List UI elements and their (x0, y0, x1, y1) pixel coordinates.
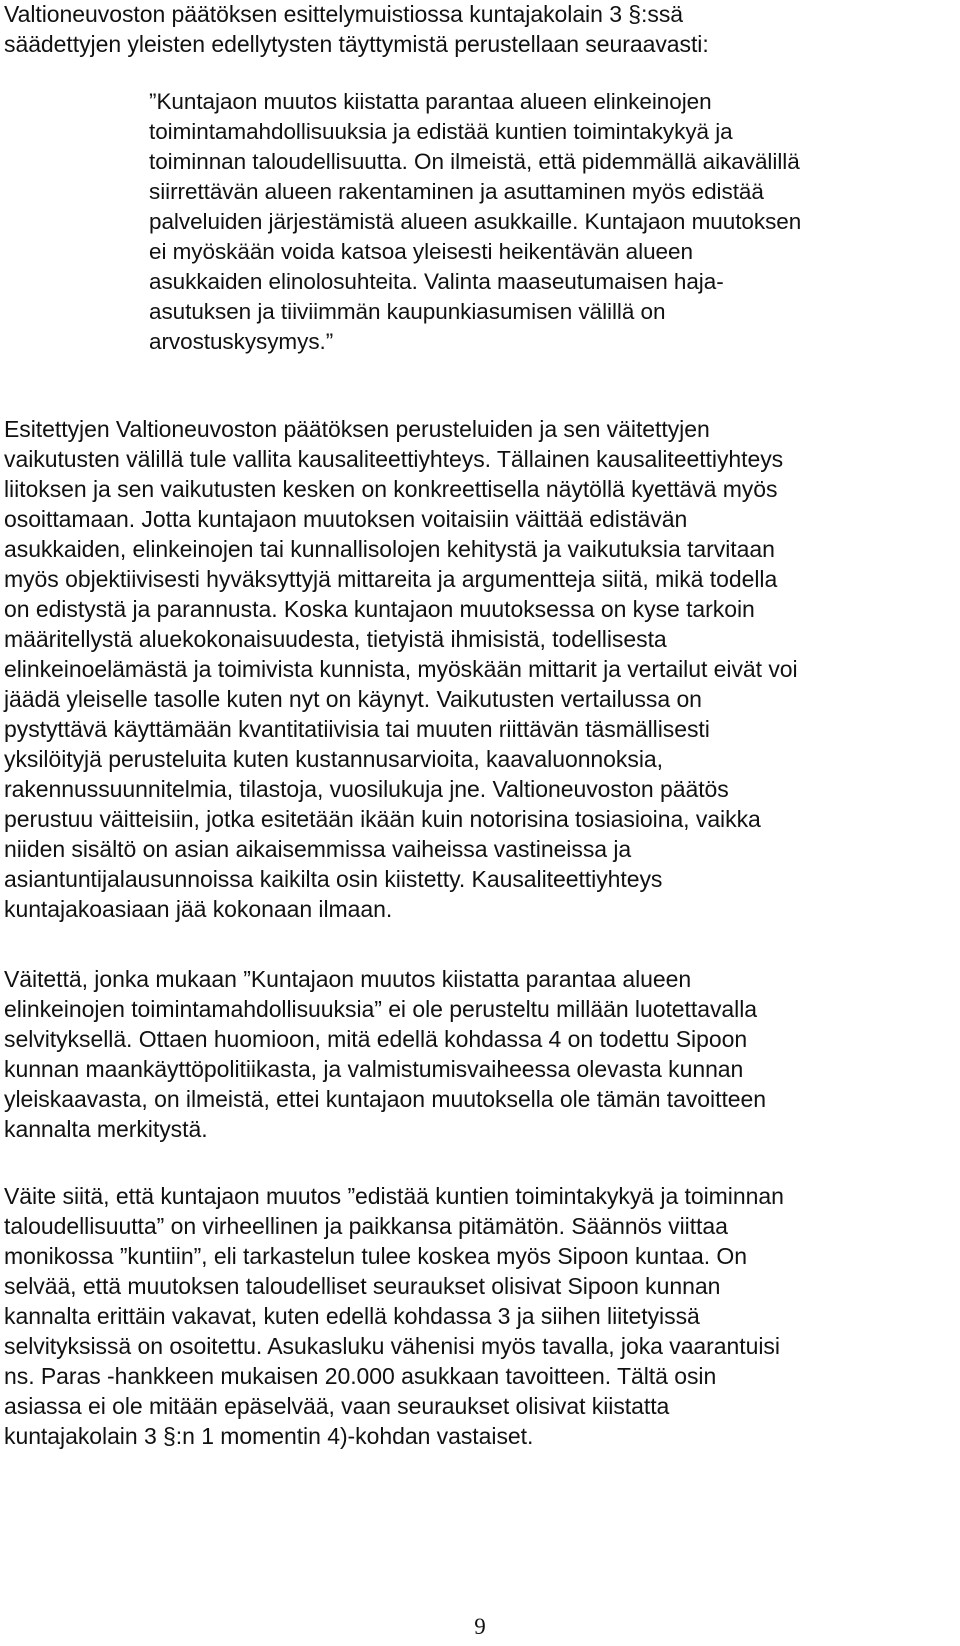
text-line: elinkeinoelämästä ja toimivista kunnista, myöskään mittarit ja vertailut eivät voi (4, 656, 798, 682)
text-line: selvityksissä on osoitettu. Asukasluku vähenisi myös tavalla, joka vaarantuisi (4, 1333, 780, 1359)
text-line: pystyttävä käyttämään kvantitatiivisia tai muuten riittävän täsmällisesti (4, 716, 710, 742)
text-line: Esitettyjen Valtioneuvoston päätöksen perusteluiden ja sen väitettyjen (4, 416, 710, 442)
text-line: ”Kuntajaon muutos kiistatta parantaa alueen elinkeinojen (149, 89, 712, 114)
text-line: asukkaiden elinolosuhteita. Valinta maaseutumaisen haja- (149, 269, 724, 294)
text-line: Väitettä, jonka mukaan ”Kuntajaon muutos kiistatta parantaa alueen (4, 966, 692, 992)
text-line: kuntajakoasiaan jää kokonaan ilmaan. (4, 896, 393, 922)
text-line: selvää, että muutoksen taloudelliset seuraukset olisivat Sipoon kunnan (4, 1273, 721, 1299)
text-line: asutuksen ja tiiviimmän kaupunkiasumisen välillä on (149, 299, 666, 324)
text-line: kannalta erittäin vakavat, kuten edellä kohdassa 3 ja siihen liitetyissä (4, 1303, 700, 1329)
text-line: yksilöityjä perusteluita kuten kustannusarvioita, kaavaluonnoksia, (4, 746, 663, 772)
text-line: rakennussuunnitelmia, tilastoja, vuosilukuja jne. Valtioneuvoston päätös (4, 776, 729, 802)
text-line: Väite siitä, että kuntajaon muutos ”edistää kuntien toimintakykyä ja toiminnan (4, 1183, 784, 1209)
text-line: niiden sisältö on asian aikaisemmissa vaiheissa vastineissa ja (4, 836, 632, 862)
text-line: kuntajakolain 3 §:n 1 momentin 4)-kohdan vastaiset. (4, 1423, 534, 1449)
text-line: asiassa ei ole mitään epäselvää, vaan seuraukset olisivat kiistatta (4, 1393, 670, 1419)
text-line: yleiskaavasta, on ilmeistä, ettei kuntajaon muutoksella ole tämän tavoitteen (4, 1086, 767, 1112)
text-line: taloudellisuutta” on virheellinen ja paikkansa pitämätön. Säännös viittaa (4, 1213, 728, 1239)
text-line: selvityksellä. Ottaen huomioon, mitä edellä kohdassa 4 on todettu Sipoon (4, 1026, 748, 1052)
text-line: asiantuntijalausunnoissa kaikilta osin kiistetty. Kausaliteettiyhteys (4, 866, 663, 892)
text-line: osoittamaan. Jotta kuntajaon muutoksen voitaisiin väittää edistävän (4, 506, 688, 532)
text-line: ei myöskään voida katsoa yleisesti heikentävän alueen (149, 239, 693, 264)
text-line: jäädä yleiselle tasolle kuten nyt on käynyt. Vaikutusten vertailussa on (4, 686, 702, 712)
text-line: myös objektiivisesti hyväksyttyjä mittareita ja argumentteja siitä, mikä todella (4, 566, 778, 592)
text-line: siirrettävän alueen rakentaminen ja asuttaminen myös edistää (149, 179, 764, 204)
text-line: ns. Paras -hankkeen mukaisen 20.000 asukkaan tavoitteen. Tältä osin (4, 1363, 717, 1389)
text-line: toiminnan taloudellisuutta. On ilmeistä, että pidemmällä aikavälillä (149, 149, 800, 174)
text-line: elinkeinojen toimintamahdollisuuksia” ei ole perusteltu millään luotettavalla (4, 996, 758, 1022)
text-line: kunnan maankäyttöpolitiikasta, ja valmistumisvaiheessa olevasta kunnan (4, 1056, 744, 1082)
text-line: vaikutusten välillä tule vallita kausaliteettiyhteys. Tällainen kausaliteettiyhteys (4, 446, 784, 472)
text-line: määritellystä aluekokonaisuudesta, tietyistä ihmisistä, todellisesta (4, 626, 667, 652)
text-line: palveluiden järjestämistä alueen asukkaille. Kuntajaon muutoksen (149, 209, 802, 234)
text-line: monikossa ”kuntiin”, eli tarkastelun tulee koskea myös Sipoon kuntaa. On (4, 1243, 748, 1269)
text-line: arvostuskysymys.” (149, 329, 334, 354)
text-line: perustuu väitteisiin, jotka esitetään ikään kuin notorisina tosiasioina, vaikka (4, 806, 761, 832)
text-line: kannalta merkitystä. (4, 1116, 208, 1142)
page-number: 9 (474, 1614, 486, 1639)
text-line: on edistystä ja parannusta. Koska kuntajaon muutoksessa on kyse tarkoin (4, 596, 755, 622)
text-line: toimintamahdollisuuksia ja edistää kuntien toimintakykyä ja (149, 119, 733, 144)
text-line: Valtioneuvoston päätöksen esittelymuistiossa kuntajakolain 3 §:ssä (4, 1, 684, 27)
text-line: asukkaiden, elinkeinojen tai kunnallisolojen kehitystä ja vaikutuksia tarvitaan (4, 536, 775, 562)
text-line: säädettyjen yleisten edellytysten täyttymistä perustellaan seuraavasti: (4, 31, 709, 57)
text-line: liitoksen ja sen vaikutusten kesken on konkreettisella näytöllä kyettävä myös (4, 476, 778, 502)
